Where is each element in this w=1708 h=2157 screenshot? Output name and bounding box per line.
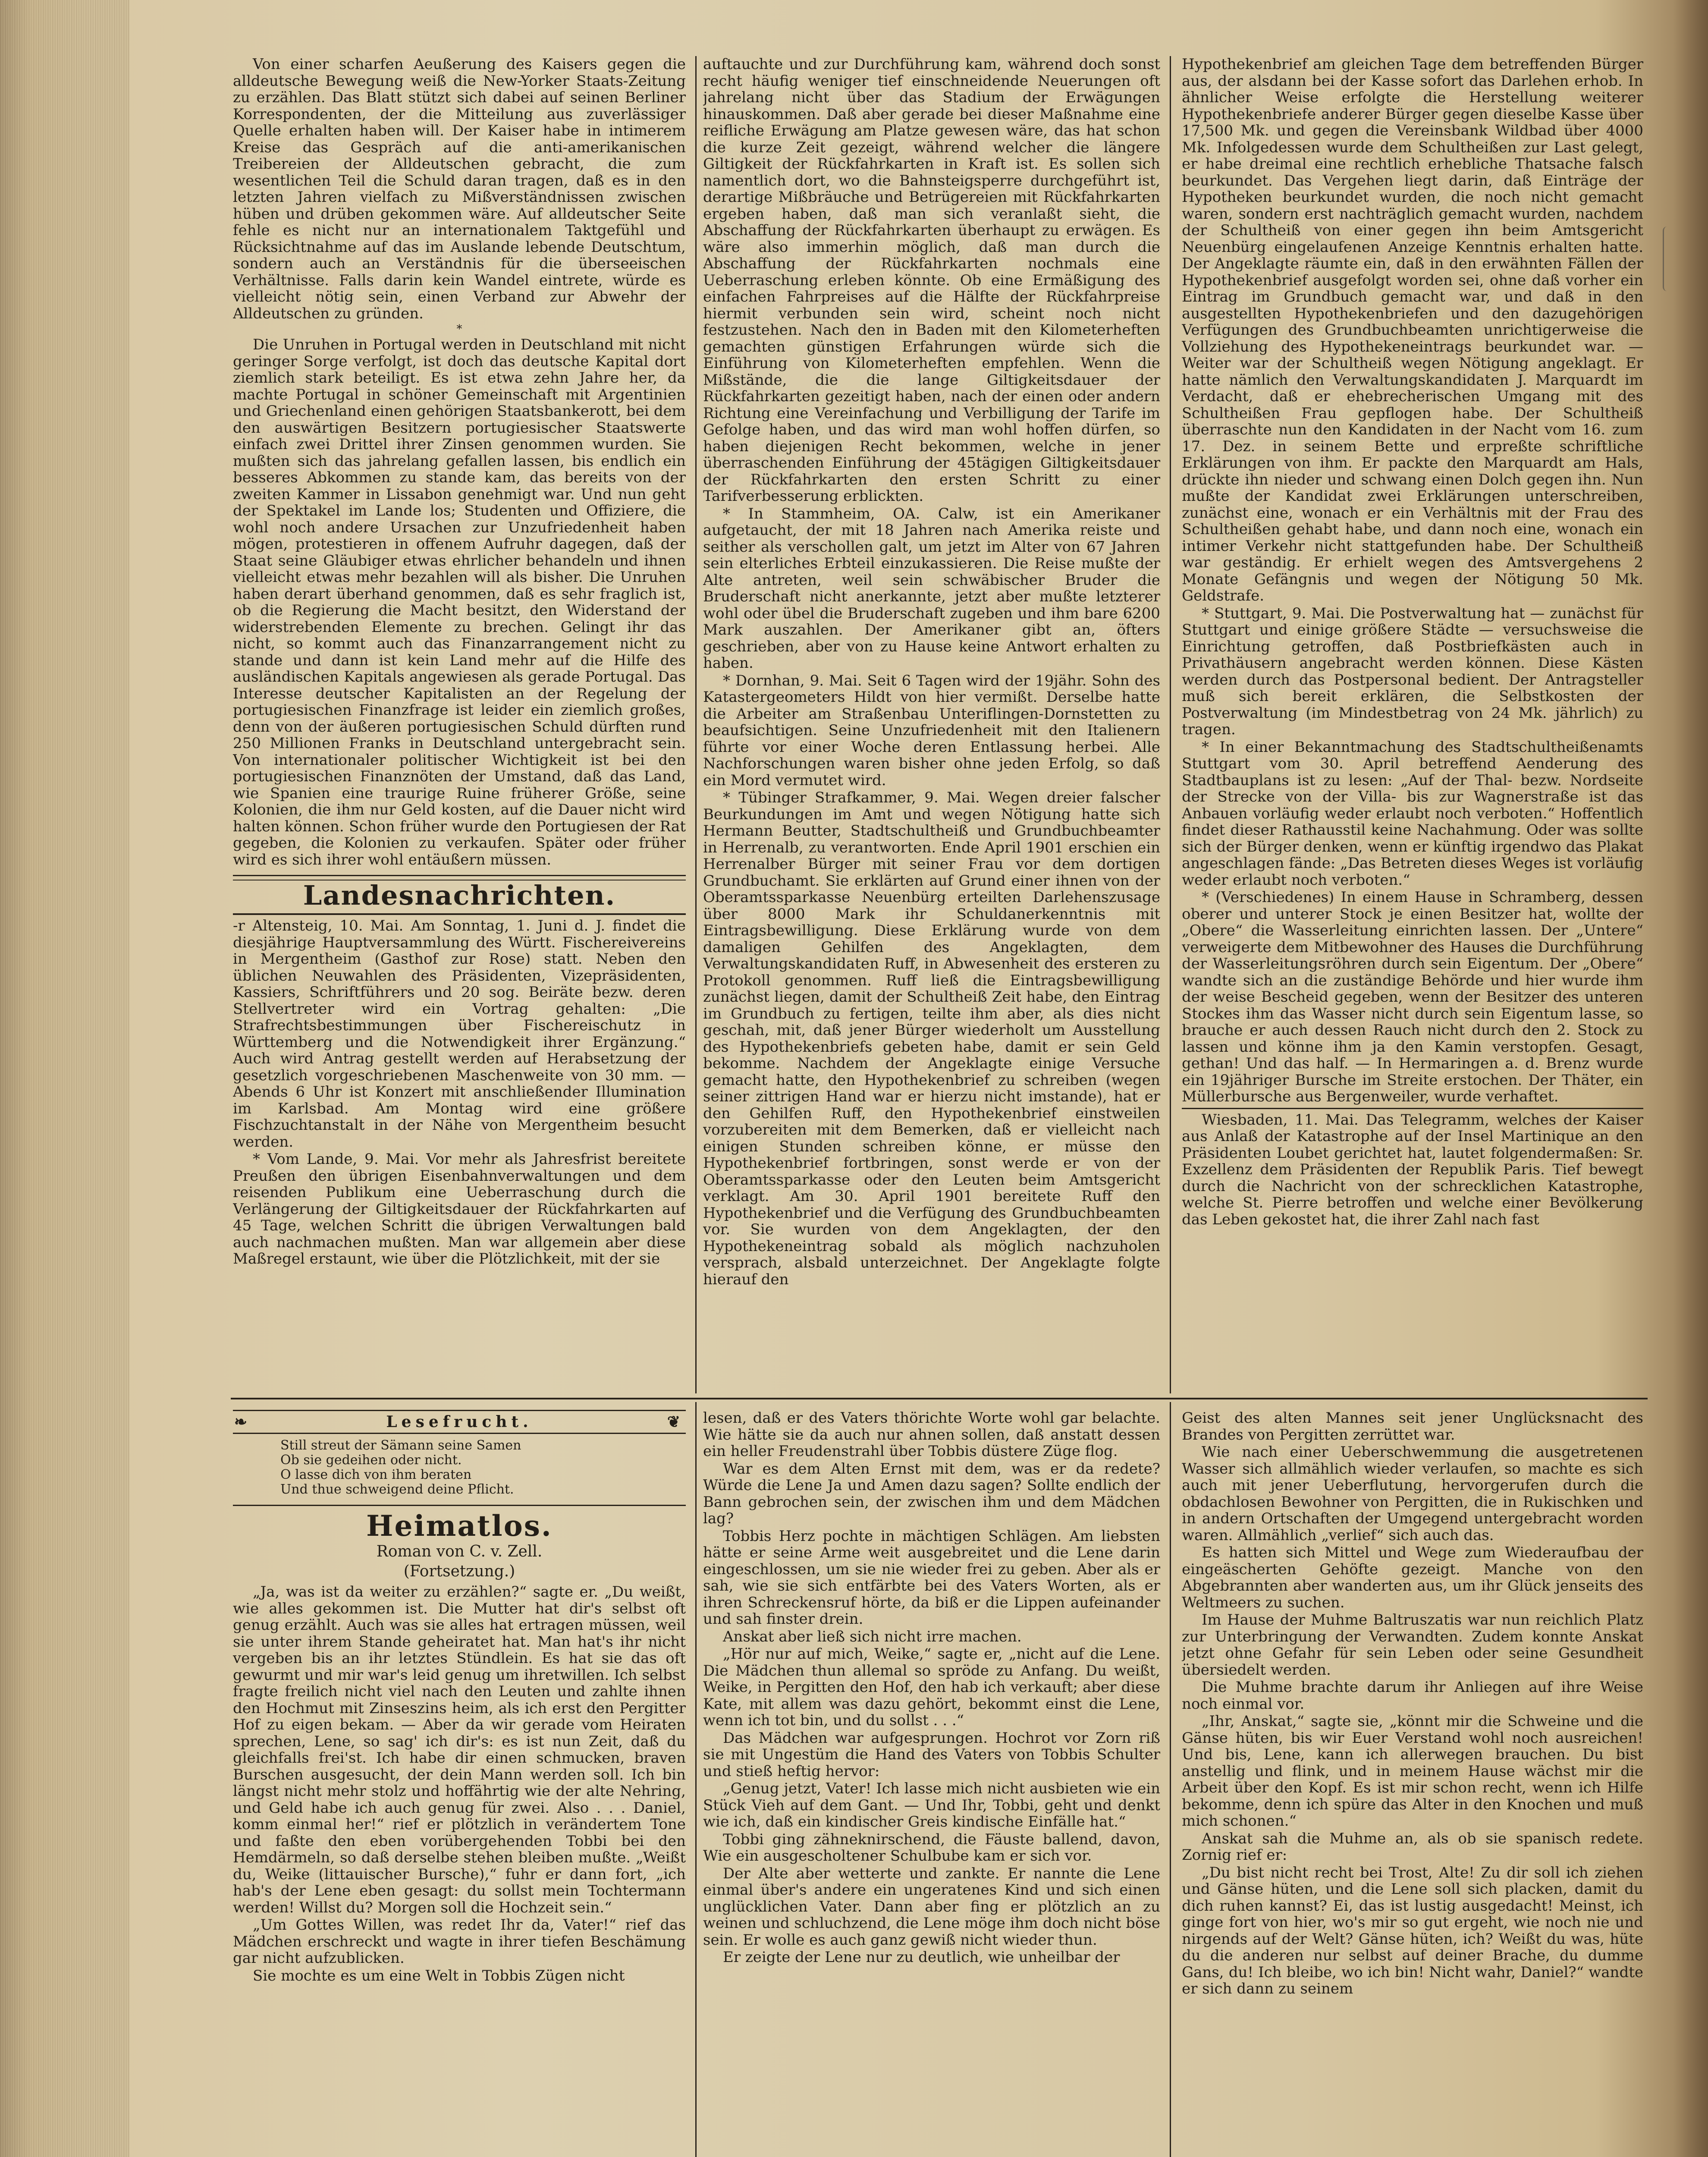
ornament-left-icon: ❧	[234, 1413, 252, 1431]
novel-title: Heimatlos.	[366, 1509, 553, 1543]
article-vom-lande: * Vom Lande, 9. Mai. Vor mehr als Jahresfrist bereitete Preußen den übrigen Eisenbahnverwaltungen und dem reisenden Publikum eine Ueberraschung durch die Verlängerung der Giltigkeitsdauer der Rückfahrkarten auf 45 Tage, welchen Schritt die übrigen Verwaltungen bald auch nachmachen mußten. Man war allgemein aber diese Maßregel erstaunt, wie über die Plötzlichkeit, mit der sie	[233, 1151, 686, 1267]
article-verschiedenes: * (Verschiedenes) In einem Hause in Schramberg, dessen oberer und unterer Stock je einen Besitzer hat, wollte der „Obere“ die Wasserleitung einrichten lassen. Der „Untere“ verweigerte dem Mitbewohner des Hauses die Durchführung der Wasserleitungsröhren durch sein Eigentum. Der „Obere“ wandte sich an die zuständige Behörde und hier wurde ihm der weise Bescheid gegeben, wenn der Besitzer des unteren Stockes ihm das Wasser nicht durch sein Eigentum lasse, so brauche er auch dessen Rauch nicht durch den 2. Stock zu lassen und könne ihm ja den Kamin verstopfen. Gesagt, gethan! Und das half. — In Hermaringen a. d. Brenz wurde ein 19jähriger Bursche im Streite erstochen. Der Thäter, ein Müllerbursche aus Bergenweiler, wurde verhaftet.	[1182, 889, 1643, 1105]
novel-paragraph: „Genug jetzt, Vater! Ich lasse mich nicht ausbieten wie ein Stück Vieh auf dem Gant. — Und Ihr, Tobbi, geht und denkt wie ich, daß ein kindischer Greis kindische Einfälle hat.“	[703, 1780, 1160, 1830]
separator-star: *	[456, 323, 462, 336]
novel-paragraph: „Um Gottes Willen, was redet Ihr da, Vater!“ rief das Mädchen erschreckt und wagte in ihrer tiefen Beschämung gar nicht aufzublicken.	[233, 1916, 686, 1967]
poem-line: Ob sie gedeihen oder nicht.	[280, 1453, 462, 1468]
bottom-column-1	[233, 1410, 686, 2157]
bottom-column-2	[703, 1410, 1160, 2157]
ornament-right-icon: ❦	[667, 1413, 685, 1431]
novel-paragraph: Geist des alten Mannes seit jener Unglücksnacht des Brandes von Pergitten zerrüttet war.	[1182, 1410, 1643, 1443]
novel-paragraph: Tobbis Herz pochte in mächtigen Schlägen. Am liebsten hätte er seine Arme weit ausgebreitet und die Lene darin eingeschlossen, um sie nie wieder frei zu geben. Aber als er sah, wie sie sich entfärbte bei des Vaters Worten, als er ihren Schreckensruf hörte, da biß er die Lippen aufeinander und sah finster drein.	[703, 1527, 1160, 1628]
page-fold-shadow	[1673, 0, 1708, 2157]
novel-paragraph: Der Alte aber wetterte und zankte. Er nannte die Lene einmal über's andere ein ungeratenes Kind und sich einen unglücklichen Vater. Dann aber fing er plötzlich an zu weinen und schluchzend, die Lene möge ihm doch nicht böse sein. Er wolle es auch ganz gewiß nicht wieder thun.	[703, 1865, 1160, 1949]
novel-continuation: (Fortsetzung.)	[403, 1563, 515, 1580]
novel-paragraph: Sie mochte es um eine Welt in Tobbis Zügen nicht	[253, 1967, 625, 1984]
novel-paragraph: Tobbi ging zähneknirschend, die Fäuste ballend, davon, Wie ein ausgescholtener Schulbube kam er sich vor.	[703, 1830, 1160, 1865]
article-portugal: Die Unruhen in Portugal werden in Deutschland mit nicht geringer Sorge verfolgt, ist doch das deutsche Kapital dort ziemlich stark beteiligt. Es ist etwa zehn Jahre her, da machte Portugal in schöner Gemeinschaft mit Argentinien und Griechenland einen gehörigen Staatsbankerott, bei dem den auswärtigen Besitzern portugiesischer Staatswerte einfach zwei Drittel ihrer Zinsen genommen wurden. Sie mußten sich das jahrelang gefallen lassen, bis endlich ein besseres Abkommen zu stande kam, das bereits von der zweiten Kammer in Lissabon genehmigt war. Und nun geht der Spektakel im Lande los; Studenten und Offiziere, die wohl noch andere Ursachen zur Unzufriedenheit haben mögen, protestieren in offenem Aufruhr dagegen, daß der Staat seine Gläubiger etwas ehrlicher behandeln und ihnen vielleicht etwas mehr bezahlen will als bisher. Die Unruhen haben derart überhand genommen, daß es sehr fraglich ist, ob die Regierung die Macht besitzt, den Widerstand der widerstrebenden Elemente zu brechen. Gelingt ihr das nicht, so kommt auch das Finanzarrangement nicht zu stande und dann ist kein Land mehr auf die Hilfe des ausländischen Kapitals angewiesen als gerade Portugal. Das Interesse deutscher Kapitalisten an der Regelung der portugiesischen Finanzfrage ist leider ein ziemlich großes, denn von der äußeren portugiesischen Schuld dürften rund 250 Millionen Franks in Deutschland untergebracht sein. Von internationaler politischer Wichtigkeit ist bei den portugiesischen Finanznöten der Umstand, daß das Land, wie Spanien eine traurige Ruine früherer Größe, seine Kolonien, die ihm nur Geld kosten, auf die Dauer nicht wird halten können. Schon früher wurde den Portugiesen der Rat gegeben, die Kolonien zu verkaufen. Später oder früher wird es sich ihrer wohl entäußern müssen.	[233, 336, 686, 868]
novel-paragraph: „Du bist nicht recht bei Trost, Alte! Zu dir soll ich ziehen und Gänse hüten, und die Lene soll sich placken, damit du dich ruhen kannst? Ei, das ist lustig ausgedacht! Meinst, ich ginge fort von hier, wo's mir so gut ergeht, wie noch nie und nirgends auf der Welt? Gänse hüten, ich? Weißt du was, hüte du die anderen nur selbst auf deiner Brache, du dumme Gans, du! Ich bleibe, wo ich bin! Nicht wahr, Daniel?“ wandte er sich dann zu seinem	[1182, 1864, 1643, 1997]
article-kaiser-alldeutsche: Von einer scharfen Aeußerung des Kaisers gegen die alldeutsche Bewegung weiß die New-Yorker Staats-Zeitung zu erzählen. Das Blatt stützt sich dabei auf seinen Berliner Korrespondenten, der die Mitteilung aus zuverlässiger Quelle erhalten haben will. Der Kaiser habe in intimerem Kreise das Gespräch auf die anti-amerikanischen Treibereien der Alldeutschen gebracht, die zum wesentlichen Teil die Schuld daran tragen, daß es in den letzten Jahren vielfach zu Mißverständnissen zwischen hüben und drüben gekommen wäre. Auf alldeutscher Seite fehle es nicht nur an internationalem Taktgefühl und Rücksichtnahme auf das im Auslande lebende Deutschtum, sondern auch an Verständnis für die überseeischen Verhältnisse. Falls darin kein Wandel eintrete, würde es vielleicht nötig sein, einen Verband zur Abwehr der Alldeutschen zu gründen.	[233, 56, 686, 322]
article-dornhan: * Dornhan, 9. Mai. Seit 6 Tagen wird der 19jähr. Sohn des Katastergeometers Hildt von hier vermißt. Derselbe hatte die Arbeiter am Straßenbau Unteriflingen-Dornstetten zu beaufsichtigen. Seine Unzufriedenheit mit den Italienern führte vor einer Woche deren Entlassung herbei. Alle Nachforschungen waren bisher ohne jeden Erfolg, so daß ein Mord vermutet wird.	[703, 672, 1160, 789]
poem-divider	[233, 1505, 686, 1506]
poem-line: O lasse dich von ihm beraten	[280, 1467, 472, 1482]
novel-paragraph: Wie nach einer Ueberschwemmung die ausgetretenen Wasser sich allmählich wieder verlaufen, so machte es sich auch mit jener Ueberflutung, hervorgerufen durch die obdachlosen Bewohner von Pergitten, die in Rukischken und in andern Ortschaften der Umgegend untergebracht worden waren. Allmählich „verlief“ sich auch das.	[1182, 1443, 1643, 1544]
novel-author: Roman von C. v. Zell.	[376, 1543, 543, 1560]
novel-paragraph: War es dem Alten Ernst mit dem, was er da redete? Würde die Lene Ja und Amen dazu sagen? Sollte endlich der Bann gebrochen sein, der zwischen ihm und dem Mädchen lag?	[703, 1460, 1160, 1527]
lesefrucht-box	[233, 1410, 686, 1434]
novel-paragraph: Die Muhme brachte darum ihr Anliegen auf ihre Weise noch einmal vor.	[1182, 1679, 1643, 1713]
book-spine-edge	[0, 0, 129, 2157]
novel-paragraph: lesen, daß er des Vaters thörichte Worte wohl gar belachte. Wie hätte sie da auch nur ahnen sollen, daß anstatt dessen ein heller Freudenstrahl über Tobbis düstere Züge flog.	[703, 1410, 1160, 1460]
bottom-column-3	[1182, 1410, 1643, 2157]
novel-paragraph: „Hör nur auf mich, Weike,“ sagte er, „nicht auf die Lene. Die Mädchen thun allemal so spröde zu Anfang. Du weißt, Weike, in Pergitten den Hof, den hab ich verkauft; aber diese Kate, mit allem was dazu gehört, bekommt einst die Lene, wenn ich tot bin, und du sollst . . .“	[703, 1645, 1160, 1729]
novel-paragraph: Es hatten sich Mittel und Wege zum Wiederaufbau der eingeäscherten Gehöfte gezeigt. Manche von den Abgebrannten aber wanderten aus, um ihr Glück jenseits des Weltmeers zu suchen.	[1182, 1544, 1643, 1611]
lesefrucht-poem	[280, 1438, 686, 1497]
article-stammheim: * In Stammheim, OA. Calw, ist ein Amerikaner aufgetaucht, der mit 18 Jahren nach Amerika reiste und seither als verschollen galt, um jetzt im Alter von 67 Jahren sein elterliches Erbteil einzukassieren. Die Reise mußte der Alte antreten, weil sein schwäbischer Bruder die Bruderschaft nicht anerkannte, jetzt aber mußte letzterer wohl oder übel die Bruderschaft zugeben und ihm bare 6200 Mark auszahlen. Der Amerikaner gibt an, öfters geschrieben, aber von zu Hause keine Antwort erhalten zu haben.	[703, 505, 1160, 672]
article-altensteig: -r Altensteig, 10. Mai. Am Sonntag, 1. Juni d. J. findet die diesjährige Hauptversammlung des Württ. Fischereivereins in Mergentheim (Gasthof zur Rose) statt. Neben den üblichen Neuwahlen des Präsidenten, Vizepräsidenten, Kassiers, Schriftführers und 20 sog. Beiräte bezw. deren Stellvertreter wird ein Vortrag gehalten: „Die Strafrechtsbestimmungen über Fischereischutz in Württemberg und die Notwendigkeit ihrer Ergänzung.“ Auch wird Antrag gestellt werden auf Herabsetzung der gesetzlich vorgeschriebenen Maschenweite von 30 mm. — Abends 6 Uhr ist Konzert mit anschließender Illumination im Karlsbad. Am Montag wird eine größere Fischzuchtanstalt in der Nähe von Mergentheim besucht werden.	[233, 917, 686, 1151]
novel-paragraph: Anskat sah die Muhme an, als ob sie spanisch redete. Zornig rief er:	[1182, 1830, 1643, 1864]
novel-paragraph: „Ihr, Anskat,“ sagte sie, „könnt mir die Schweine und die Gänse hüten, bis wir Euer Verstand wohl noch ausreichen! Und bis, Lene, kann ich allerwegen brauchen. Du bist anstellig und flink, und in meinem Hause wächst mir die Arbeit über den Kopf. Es ist mir schon recht, wenn ich Hilfe bekomme, denn ich spüre das Alter in den Knochen und muß mich schonen.“	[1182, 1713, 1643, 1830]
article-stuttgart-post: * Stuttgart, 9. Mai. Die Postverwaltung hat — zunächst für Stuttgart und einige größere Städte — versuchsweise die Einrichtung getroffen, daß Postbriefkästen auch in Privathäusern angebracht werden können. Diese Kästen werden durch das Postpersonal bedient. Der Antragsteller muß sich bereit erklären, die Selbstkosten der Postverwaltung (im Mindestbetrag von 24 Mk. jährlich) zu tragen.	[1182, 604, 1643, 738]
article-stuttgart-rathausstil: * In einer Bekanntmachung des Stadtschultheißenamts Stuttgart vom 30. April betreffend Aenderung des Stadtbauplans ist zu lesen: „Auf der Thal- bezw. Nordseite der Strecke von der Villa- bis zur Wagnerstraße ist das Anbauen vorläufig weder erlaubt noch verboten.“ Hoffentlich findet dieser Rathausstil keine Nachahmung. Oder was sollte sich der Bürger denken, wenn er künftig irgendwo das Plakat angeschlagen fände: „Das Betreten dieses Weges ist vorläufig weder erlaubt noch verboten.“	[1182, 738, 1643, 889]
lesefrucht-title: Lesefrucht.	[386, 1413, 533, 1431]
column-rule-4	[1170, 1402, 1171, 2157]
top-column-1	[233, 56, 686, 1391]
pencil-margin-mark	[1663, 226, 1670, 291]
novel-paragraph: Er zeigte der Lene nur zu deutlich, wie unheilbar der	[723, 1949, 1120, 1966]
column-rule-3	[695, 1402, 697, 2157]
novel-paragraph: Anskat aber ließ sich nicht irre machen.	[723, 1628, 1022, 1645]
article-strafkammer-cont: Hypothekenbrief am gleichen Tage dem betreffenden Bürger aus, der alsdann bei der Kasse sofort das Darlehen erhob. In ähnlicher Weise erfolgte die Herstellung weiterer Hypothekenbriefe anderer Bürger gegen dieselbe Kasse über 17,500 Mk. und gegen die Vereinsbank Wildbad über 4000 Mk. Infolgedessen wurde dem Schultheißen zur Last gelegt, er habe dreimal eine rechtlich erhebliche Thatsache falsch beurkundet. Das Vergehen liegt darin, daß Einträge der Hypotheken beurkundet wurden, die noch nicht gemacht waren, sondern erst nachträglich gemacht wurden, nachdem der Schultheiß von einer gegen ihn beim Amtsgericht Neuenbürg eingelaufenen Anzeige Kenntnis erhalten hatte. Der Angeklagte räumte ein, daß in den erwähnten Fällen der Hypothekenbrief ausgefolgt worden sei, ohne daß vorher ein Eintrag im Grundbuch gemacht war, und daß in den ausgestellten Hypothekenbriefen und den dazugehörigen Verfügungen des Grundbuchbeamten unrichtigerweise die Vollziehung des Hypothekeneintrags beurkundet war. — Weiter war der Schultheiß wegen Nötigung angeklagt. Er hatte nämlich den Verwaltungskandidaten J. Marquardt im Verdacht, daß er ehebrecherischen Umgang mit des Schultheißen Frau gepflogen habe. Der Schultheiß überraschte nun den Kandidaten in der Nacht vom 16. zum 17. Dez. in seinem Bette und erpreßte schriftliche Erklärungen von ihm. Er packte den Marquardt am Hals, drückte ihn nieder und schwang einen Dolch gegen ihn. Nun mußte der Kandidat zwei Erklärungen unterschreiben, zunächst eine, wonach er ein Verhältnis mit der Frau des Schultheißen gehabt habe, und dann noch eine, wonach ein intimer Verkehr nicht stattgefunden habe. Der Schultheiß war geständig. Er erhielt wegen des Amtsvergehens 2 Monate Gefängnis und wegen der Nötigung 50 Mk. Geldstrafe.	[1182, 56, 1643, 604]
feuilleton-separator	[231, 1398, 1648, 1399]
novel-paragraph: „Ja, was ist da weiter zu erzählen?“ sagte er. „Du weißt, wie alles gekommen ist. Die Mutter hat dir's selbst oft genug erzählt. Auch was sie alles hat ertragen müssen, weil sie unter ihrem Stande geheiratet hat. Man hat's ihr nicht vergeben bis an ihr letztes Stündlein. Es hat sie das oft gewurmt und mir war's leid genug um ihretwillen. Ich selbst fragte freilich nicht viel nach den Leuten und zahlte ihnen den Hochmut mit Zinseszins heim, als ich erst den Pergitter Hof zu eigen bekam. — Aber da wir gerade vom Heiraten sprechen, Lene, so sag' ich dir's: es ist nun Zeit, daß du gleichfalls frei'st. Ich habe dir einen schmucken, braven Burschen ausgesucht, der dein Mann werden soll. Ich bin längst nicht mehr stolz und hoffährtig wie der alte Nehring, und Geld habe ich auch genug für zwei. Also . . . Daniel, komm einmal her!“ rief er plötzlich in verändertem Tone und faßte den eben vorübergehenden Tobbi bei den Hemdärmeln, so daß derselbe stehen bleiben mußte. „Weißt du, Weike (littauischer Bursche),“ fuhr er dann fort, „ich hab's der Lene eben gesagt: du sollst mein Tochtermann werden! Willst du? Morgen soll die Hochzeit sein.“	[233, 1583, 686, 1916]
poem-line: Und thue schweigend deine Pflicht.	[280, 1482, 514, 1497]
article-divider	[1182, 1108, 1643, 1109]
column-rule-1	[695, 56, 697, 1393]
top-column-2	[703, 56, 1160, 1391]
article-wiesbaden: Wiesbaden, 11. Mai. Das Telegramm, welches der Kaiser aus Anlaß der Katastrophe auf der Insel Martinique an den Präsidenten Loubet gerichtet hat, lautet folgendermaßen: Sr. Exzellenz dem Präsidenten der Republik Paris. Tief bewegt durch die Nachricht von der schrecklichen Katastrophe, welche St. Pierre betroffen und welche einer Bevölkerung das Leben gekostet hat, die ihrer Zahl nach fast	[1182, 1111, 1643, 1228]
novel-paragraph: Das Mädchen war aufgesprungen. Hochrot vor Zorn riß sie mit Ungestüm die Hand des Vaters von Tobbis Schulter und stieß heftig hervor:	[703, 1729, 1160, 1780]
article-strafkammer: * Tübinger Strafkammer, 9. Mai. Wegen dreier falscher Beurkundungen im Amt und wegen Nötigung hatte sich Hermann Beutter, Stadtschultheiß und Grundbuchbeamter in Herrenalb, zu verantworten. Ende April 1901 erschien ein Herrenalber Bürger mit seiner Frau vor dem dortigen Grundbuchamt. Sie erklärten auf Grund einer ihnen von der Oberamtssparkasse Neuenbürg erteilten Darlehenszusage über 8000 Mark ihr Schuldanerkenntnis mit Eintragsbewilligung. Diese Erklärung wurde von dem damaligen Gehilfen des Angeklagten, dem Verwaltungskandidaten Ruff, in Abwesenheit des ersteren zu Protokoll genommen. Ruff ließ die Eintragsbewilligung zunächst liegen, damit der Schultheiß Zeit habe, den Eintrag im Grundbuch zu fertigen, teilte ihm aber, als dies nicht geschah, mit, daß jener Bürger wiederholt um Ausstellung des Hypothekenbriefs gebeten habe, damit er sein Geld bekomme. Nachdem der Angeklagte einige Versuche gemacht hatte, den Hypothekenbrief zu schreiben (wegen seiner zittrigen Hand war er hierzu nicht imstande), hat er den Gehilfen Ruff, den Hypothekenbrief einstweilen vorzubereiten mit dem Bemerken, daß er vielleicht nach einigen Stunden schreiben könne, er müsse den Hypothekenbrief fortbringen, sonst werde er von der Oberamtssparkasse oder den Leuten beim Amtsgericht verklagt. Am 30. April 1901 bereitete Ruff den Hypothekenbrief und die Verfügung des Grundbuchbeamten vor. Sie wurden von dem Angeklagten, der den Hypothekeneintrag sobald als möglich nachzuholen versprach, alsbald unterzeichnet. Der Angeklagte folgte hierauf den	[703, 789, 1160, 1288]
column-rule-2	[1170, 56, 1171, 1393]
article-rueckfahrkarten-cont: auftauchte und zur Durchführung kam, während doch sonst recht häufig weniger tief einschneidende Neuerungen oft jahrelang nicht über das Stadium der Erwägungen hinauskommen. Daß aber gerade bei dieser Maßnahme eine reifliche Erwägung am Platze gewesen wäre, das hat schon die kurze Zeit gezeigt, während welcher die längere Giltigkeit der Rückfahrkarten in Kraft ist. Es sollen sich namentlich dort, wo die Bahnsteigsperre durchgeführt ist, derartige Mißbräuche und Betrügereien mit Rückfahrkarten ergeben haben, daß man sich veranlaßt sieht, die Abschaffung der Rückfahrkarten überhaupt zu erwägen. Es wäre also immerhin möglich, daß man durch die Abschaffung der Rückfahrkarten nochmals eine Ueberraschung erleben könnte. Ob eine Ermäßigung des einfachen Fahrpreises auf die Hälfte der Rückfahrpreise hiermit verbunden sein wird, scheint noch nicht festzustehen. Nach den in Baden mit den Kilometerheften gemachten günstigen Erfahrungen würde sich die Einführung von Kilometerheften empfehlen. Wenn die Mißstände, die die lange Giltigkeitsdauer der Rückfahrkarten gezeitigt haben, nach der einen oder andern Richtung eine Vereinfachung und Verbilligung der Tarife im Gefolge haben, und das wird man wohl hoffen dürfen, so haben diejenigen Recht bekommen, welche in jener überraschenden Einführung der 45tägigen Giltigkeitsdauer der Rückfahrkarten den ersten Schritt zu einer Tarifverbesserung erblickten.	[703, 56, 1160, 505]
section-divider	[233, 875, 686, 880]
landesnachrichten-heading: Landesnachrichten.	[303, 880, 616, 911]
novel-paragraph: Im Hause der Muhme Baltruszatis war nun reichlich Platz zur Unterbringung der Verwandten. Zudem konnte Anskat jetzt ohne Gefahr für sein Leben oder seine Gesundheit übersiedelt werden.	[1182, 1611, 1643, 1679]
poem-line: Still streut der Sämann seine Samen	[280, 1438, 521, 1453]
heading-underline	[233, 913, 686, 915]
top-column-3	[1182, 56, 1643, 1391]
